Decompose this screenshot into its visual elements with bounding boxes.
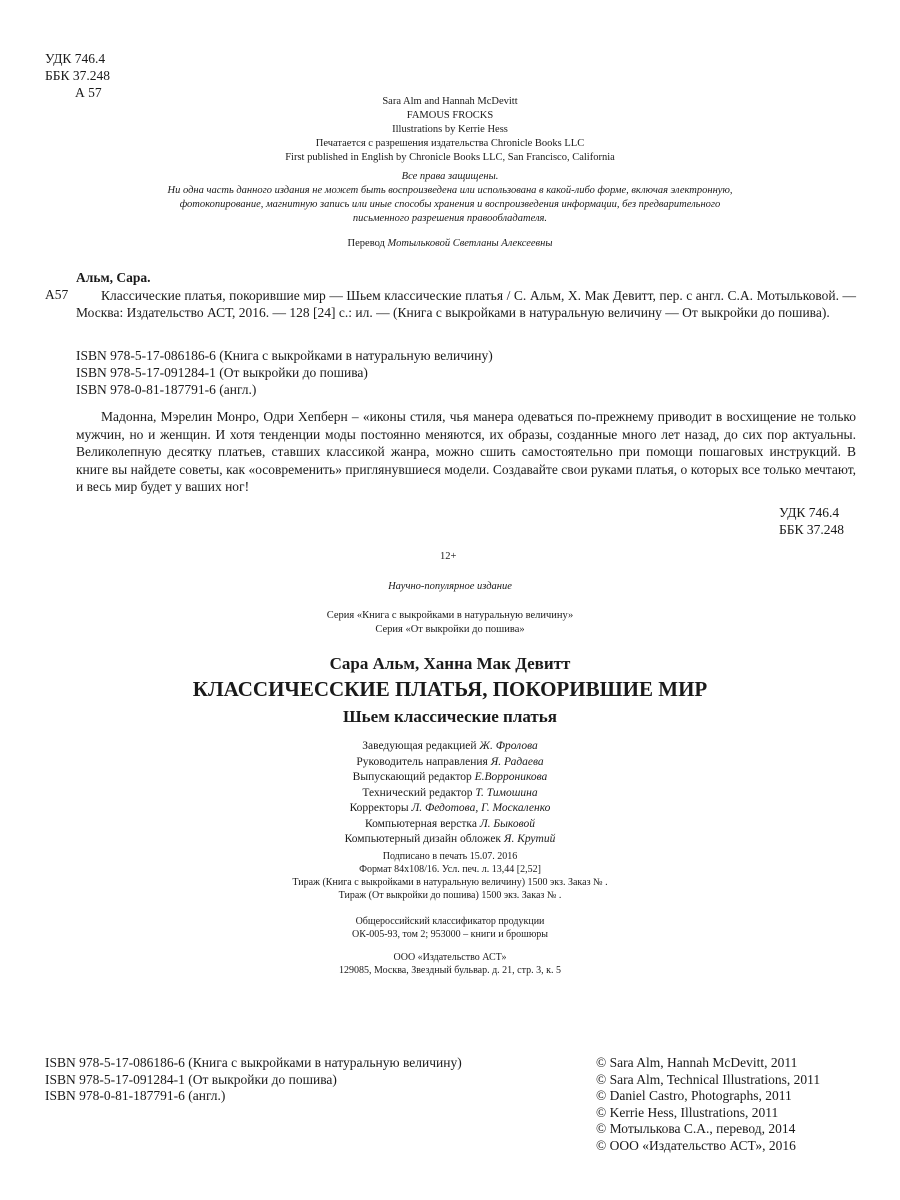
rights-line: фотокопирование, магнитную запись или иные способы хранения и воспроизведения информации, без предварительного <box>179 199 721 210</box>
staff-name: Л. Федотова, Г. Москаленко <box>411 802 551 814</box>
staff-line <box>0 801 900 817</box>
staff-name: Л. Быковой <box>479 817 535 830</box>
print-line: Тираж (От выкройки до пошива) 1500 экз. Заказ № . <box>338 890 562 901</box>
translator-credit <box>0 238 900 249</box>
isbn-list <box>45 1055 462 1105</box>
isbn-line: ISBN 978-0-81-187791-6 (англ.) <box>45 1088 226 1103</box>
publisher-info <box>0 951 900 977</box>
copyright-line: © Kerrie Hess, Illustrations, 2011 <box>596 1104 779 1120</box>
product-classifier <box>0 915 900 941</box>
staff-line <box>0 739 900 755</box>
translator-name: Мотыльковой Светланы Алексеевны <box>387 238 553 249</box>
original-authors: Sara Alm and Hannah McDevitt <box>382 96 518 107</box>
permission-note: Печатается с разрешения издательства Chronicle Books LLC <box>315 138 585 149</box>
annotation-paragraph: Мадонна, Мэрелин Монро, Одри Хепберн – «иконы стиля, чья манера одеваться по-прежнему приводит в восхищение не только мужчин, но и женщин. И хотя тенденции моды постоянно меняются, их образы, созданные много лет назад, до сих пор актуальны. Великолепную десятку платьев, ставших классикой жанра, можно сшить самостоятельно при помощи пошаговых инструкций. В книге вы найдете советы, как «осовременить» приглянувшиеся модели. Создавайте свои руками платья, о которых все только мечтают, и весь мир будет у ваших ног! <box>76 409 856 494</box>
staff-line <box>0 755 900 771</box>
udk-code: УДК 746.4 <box>45 51 106 66</box>
staff-name: Т. Тимошина <box>475 786 538 799</box>
publisher-name: ООО «Издательство АСТ» <box>393 952 507 963</box>
staff-name: Е.Ворроникова <box>474 771 548 783</box>
book-subtitle: Шьем классические платья <box>343 707 557 726</box>
editorial-staff <box>0 739 900 848</box>
staff-name: Я. Крутий <box>503 833 556 845</box>
copyright-line: © Daniel Castro, Photographs, 2011 <box>596 1088 792 1103</box>
staff-line <box>0 817 900 833</box>
publisher-address: 129085, Москва, Звездный бульвар. д. 21, стр. 3, к. 5 <box>339 965 561 976</box>
translator-prefix: Перевод <box>347 238 388 249</box>
series-list <box>0 609 900 637</box>
staff-role: Выпускающий редактор <box>352 771 475 783</box>
staff-name: Ж. Фролова <box>479 740 538 752</box>
author-mark: А 57 <box>75 85 102 100</box>
staff-role: Корректоры <box>349 802 412 814</box>
rights-reserved: Все права защищены. <box>401 171 499 182</box>
rights-line: письменного разрешения правообладателя. <box>352 213 548 224</box>
print-line: Подписано в печать 15.07. 2016 <box>382 851 518 862</box>
staff-role: Компьютерный дизайн обложек <box>344 833 504 845</box>
catalog-classification <box>779 504 844 538</box>
copyright-line: © Sara Alm, Technical Illustrations, 2011 <box>596 1071 821 1087</box>
copyright-line: © Sara Alm, Hannah McDevitt, 2011 <box>596 1055 798 1070</box>
original-title: FAMOUS FROCKS <box>406 110 494 121</box>
original-edition-info <box>0 95 900 165</box>
print-line: Формат 84х108/16. Усл. печ. л. 13,44 [2,52] <box>359 864 541 875</box>
isbn-line: ISBN 978-5-17-086186-6 (Книга с выкройками в натуральную величину) <box>76 348 493 363</box>
edition-type: Научно-популярное издание <box>388 581 512 592</box>
catalog-author: Альм, Сара. <box>76 270 151 285</box>
catalog-mark: А57 <box>45 287 69 302</box>
bbk-code: ББК 37.248 <box>45 68 111 83</box>
book-title: КЛАССИЧЕССКИЕ ПЛАТЬЯ, ПОКОРИВШИЕ МИР <box>192 677 708 701</box>
print-line: Тираж (Книга с выкройками в натуральную величину) 1500 экз. Заказ № . <box>292 877 608 888</box>
book-authors: Сара Альм, Ханна Мак Девитт <box>329 654 571 673</box>
rights-line: Ни одна часть данного издания не может быть воспроизведена или использована в какой-либо форме, включая электронную, <box>167 185 733 196</box>
copyright-line: © ООО «Издательство АСТ», 2016 <box>596 1137 796 1153</box>
staff-role: Технический редактор <box>362 786 476 799</box>
bibliographic-description: Классические платья, покорившие мир — Шьем классические платья / С. Альм, Х. Мак Девитт, пер. с англ. С.А. Мотыльковой. — Москва: Издательство АСТ, 2016. — 128 [24] с.: ил. — (Книга с выкройками в натуральную величину — От выкройки до пошива). <box>76 288 856 320</box>
series-item: Серия «От выкройки до пошива» <box>375 624 525 635</box>
isbn-line: ISBN 978-5-17-091284-1 (От выкройки до пошива) <box>45 1071 337 1087</box>
udk-code: УДК 746.4 <box>779 505 840 520</box>
classification-block <box>45 50 110 101</box>
series-item: Серия «Книга с выкройками в натуральную величину» <box>326 610 574 621</box>
copyright-line: © Мотылькова С.А., перевод, 2014 <box>596 1121 796 1136</box>
isbn-line: ISBN 978-5-17-086186-6 (Книга с выкройками в натуральную величину) <box>45 1055 462 1070</box>
original-illustrations: Illustrations by Kerrie Hess <box>392 124 508 135</box>
staff-line <box>0 832 900 848</box>
okp-line: ОК-005-93, том 2; 953000 – книги и брошюры <box>351 929 549 940</box>
rights-notice <box>50 170 850 226</box>
catalog-isbn-list <box>76 347 493 398</box>
staff-line <box>0 770 900 786</box>
staff-line <box>0 786 900 802</box>
staff-role: Заведующая редакцией <box>362 740 480 752</box>
okp-line: Общероссийский классификатор продукции <box>355 916 545 927</box>
isbn-line: ISBN 978-5-17-091284-1 (От выкройки до пошива) <box>76 365 368 380</box>
staff-role: Компьютерная верстка <box>365 817 480 830</box>
age-rating: 12+ <box>440 551 457 562</box>
bbk-code: ББК 37.248 <box>779 522 845 537</box>
staff-role: Руководитель направления <box>356 755 491 768</box>
isbn-line: ISBN 978-0-81-187791-6 (англ.) <box>76 382 257 397</box>
print-details <box>0 850 900 902</box>
copyright-notices <box>596 1055 820 1154</box>
staff-name: Я. Радаева <box>490 755 544 768</box>
first-published-note: First published in English by Chronicle Books LLC, San Francisco, California <box>285 152 615 163</box>
